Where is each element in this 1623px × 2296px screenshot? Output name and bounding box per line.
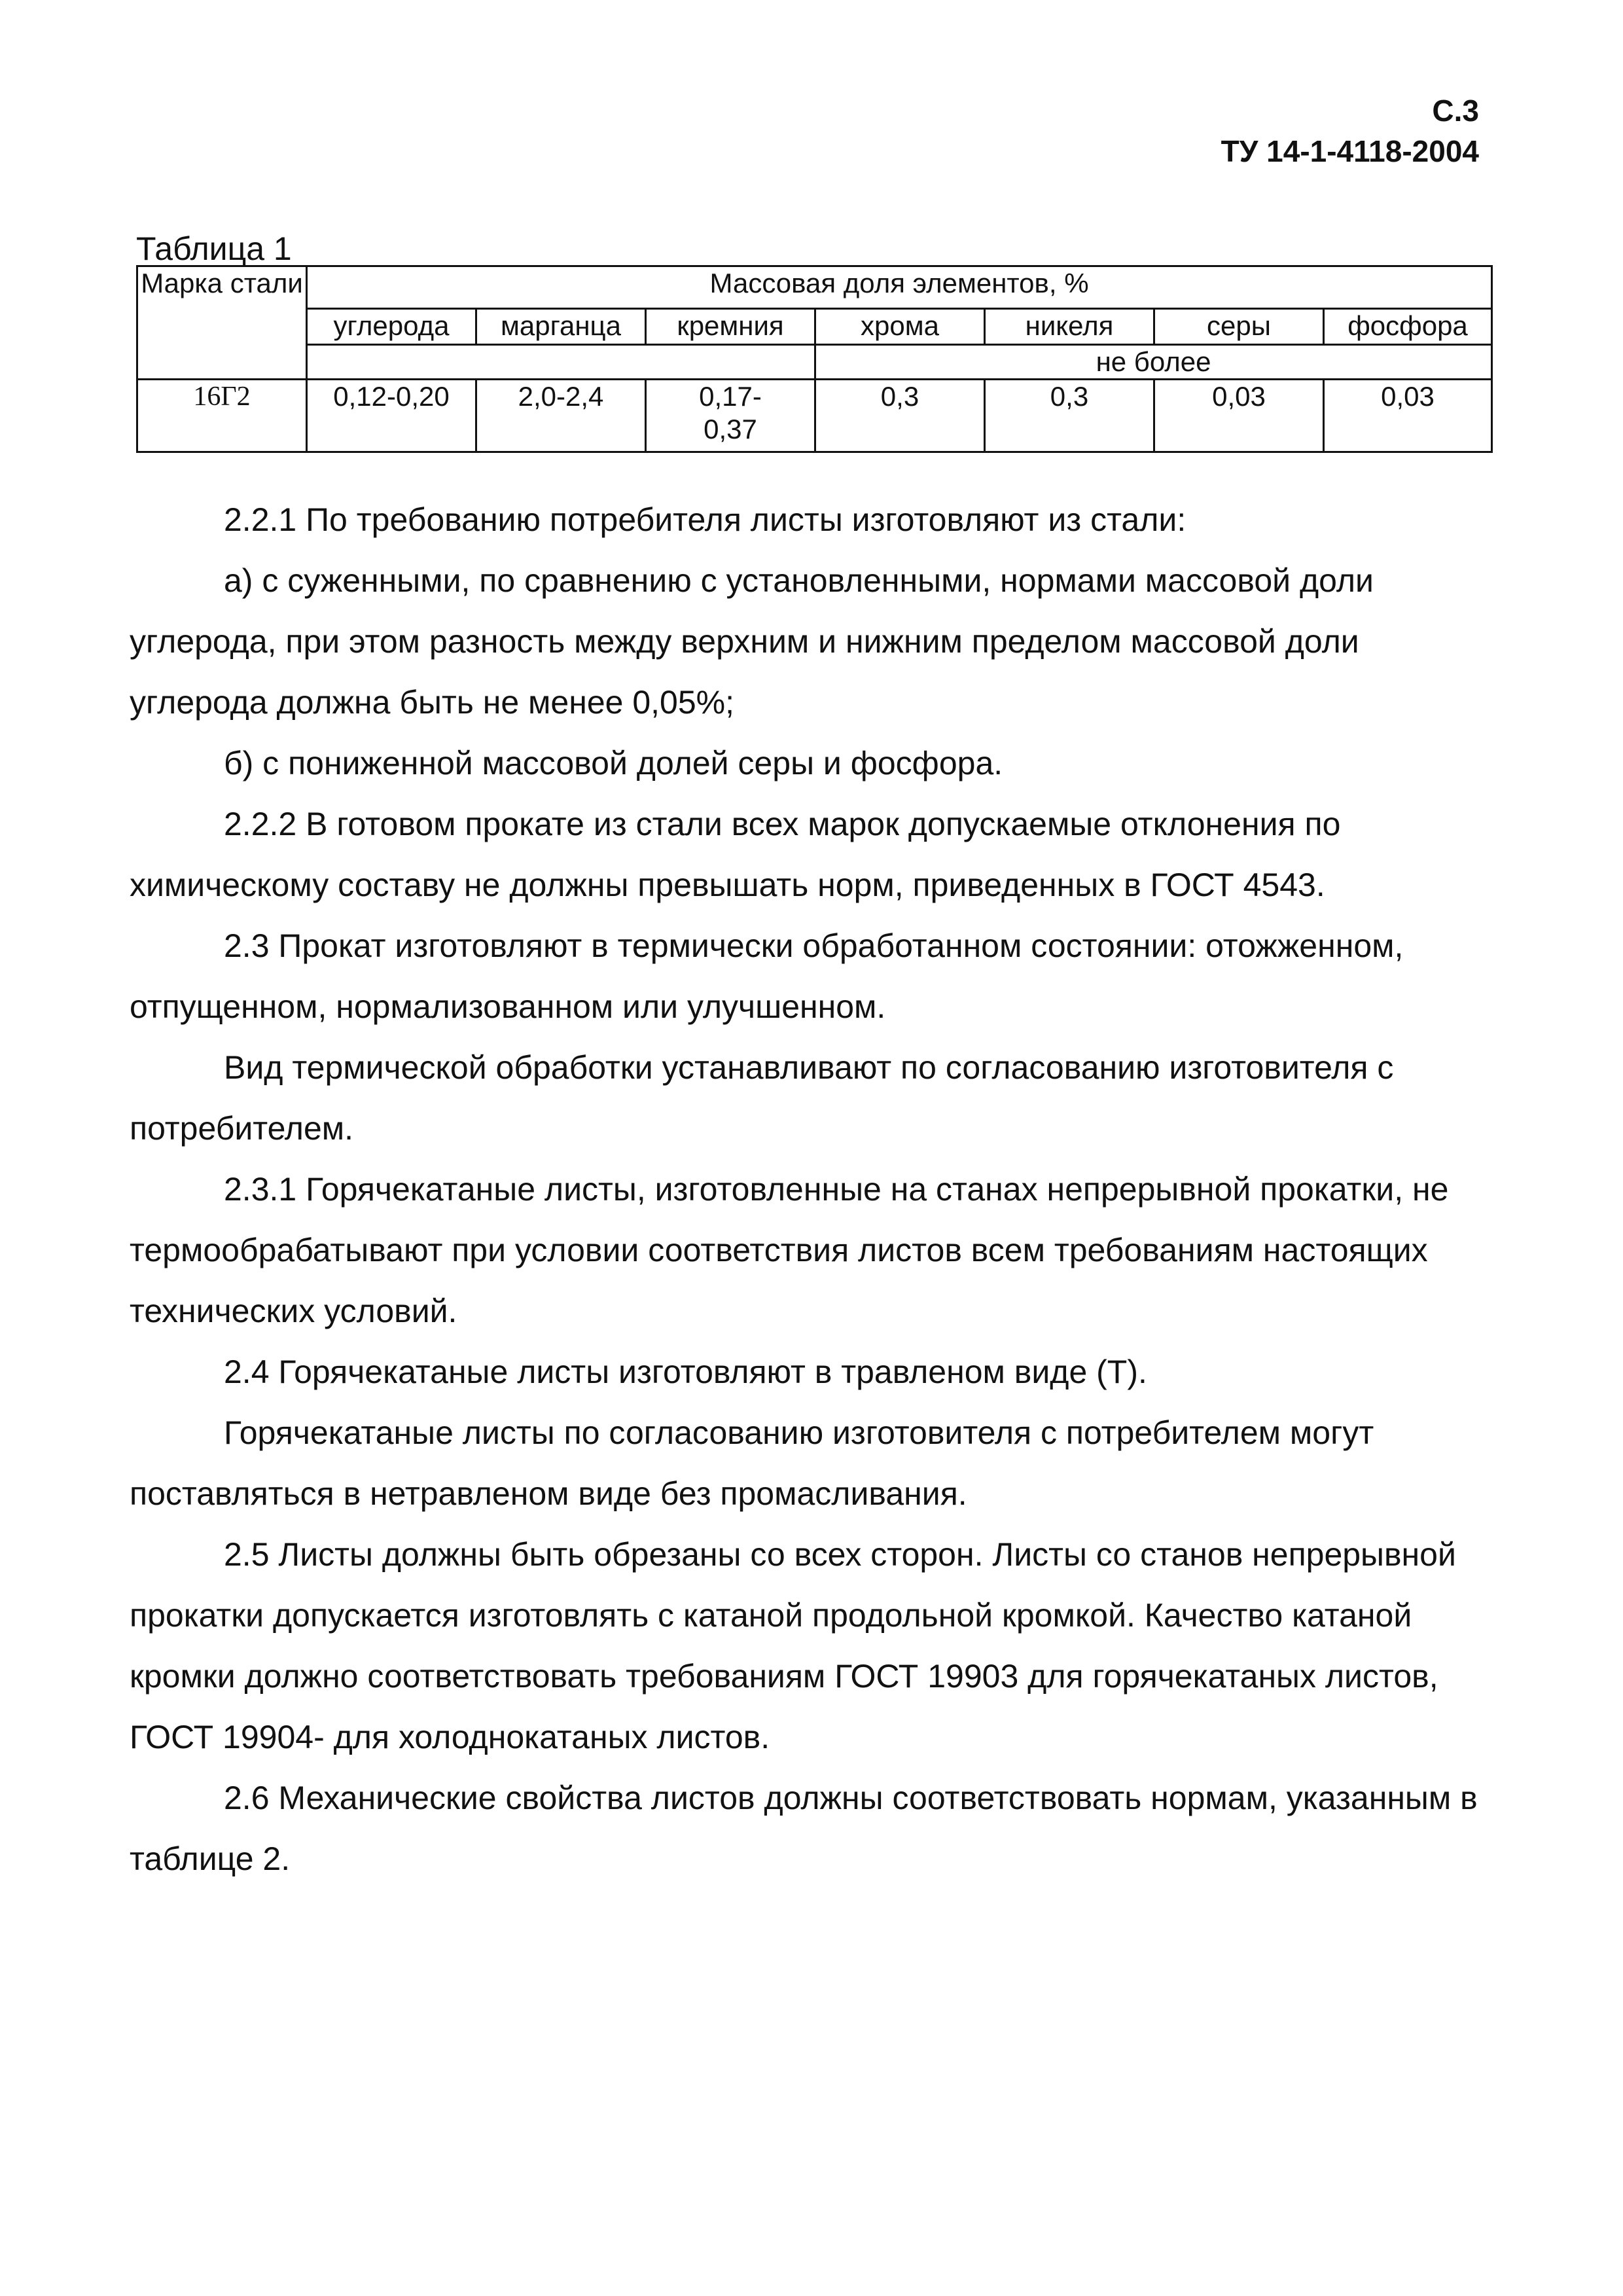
grade-cell: 16Г2 — [137, 380, 307, 452]
phosphorus-cell: 0,03 — [1324, 380, 1492, 452]
nickel-cell: 0,3 — [985, 380, 1154, 452]
page-header — [1221, 90, 1479, 171]
element-header: фосфора — [1324, 309, 1492, 345]
element-header: кремния — [646, 309, 815, 345]
paragraph: 2.4 Горячекатаные листы изготовляют в травленом виде (Т). — [224, 1354, 1147, 1390]
element-header: серы — [1154, 309, 1324, 345]
sulfur-cell: 0,03 — [1154, 380, 1324, 452]
page-number: С.3 — [1432, 94, 1479, 128]
paragraph: 2.3.1 Горячекатаные листы, изготовленные на станах непрерывной прокатки, не термообрабатывают при условии соответствия листов всем требованиям настоящих технических условий. — [130, 1171, 1449, 1329]
table-caption: Таблица 1 — [136, 230, 292, 267]
document-body — [130, 490, 1504, 1890]
table-row — [137, 380, 1492, 452]
element-header: хрома — [815, 309, 985, 345]
paragraph: Вид термической обработки устанавливают по согласованию изготовителя с потребителем. — [130, 1049, 1394, 1147]
silicon-cell: 0,17-0,37 — [646, 380, 815, 452]
document-code: ТУ 14-1-4118-2004 — [1221, 134, 1479, 168]
grade-header: Марка стали — [137, 266, 307, 380]
element-header: марганца — [476, 309, 646, 345]
paragraph: б) с пониженной массовой долей серы и фосфора. — [224, 745, 1003, 781]
paragraph: 2.3 Прокат изготовляют в термически обработанном состоянии: отожженном, отпущенном, нормализованном или улучшенном. — [130, 927, 1404, 1025]
chemical-composition-table — [136, 265, 1493, 453]
paragraph: 2.2.1 По требованию потребителя листы изготовляют из стали: — [224, 501, 1186, 538]
manganese-cell: 2,0-2,4 — [476, 380, 646, 452]
paragraph: 2.2.2 В готовом прокате из стали всех марок допускаемые отклонения по химическому составу не должны превышать норм, приведенных в ГОСТ 4543. — [130, 806, 1341, 903]
paragraph: 2.6 Механические свойства листов должны соответствовать нормам, указанным в таблице 2. — [130, 1780, 1478, 1877]
element-header: никеля — [985, 309, 1154, 345]
mass-fraction-header: Массовая доля элементов, % — [307, 266, 1492, 309]
paragraph: а) с суженными, по сравнению с установленными, нормами массовой доли углерода, при этом разность между верхним и нижним пределом массовой доли углерода должна быть не менее 0,05%; — [130, 562, 1374, 721]
carbon-cell: 0,12-0,20 — [307, 380, 476, 452]
chromium-cell: 0,3 — [815, 380, 985, 452]
max-note: не более — [815, 345, 1492, 380]
blank-cell — [307, 345, 815, 380]
paragraph: Горячекатаные листы по согласованию изготовителя с потребителем могут поставляться в нетравленом виде без промасливания. — [130, 1414, 1374, 1512]
element-header: углерода — [307, 309, 476, 345]
paragraph: 2.5 Листы должны быть обрезаны со всех сторон. Листы со станов непрерывной прокатки допускается изготовлять с катаной продольной кромкой. Качество катаной кромки должно соответствовать требованиям ГОСТ 19903 для горячекатаных листов, ГОСТ 19904- для холоднокатаных листов. — [130, 1536, 1456, 1755]
